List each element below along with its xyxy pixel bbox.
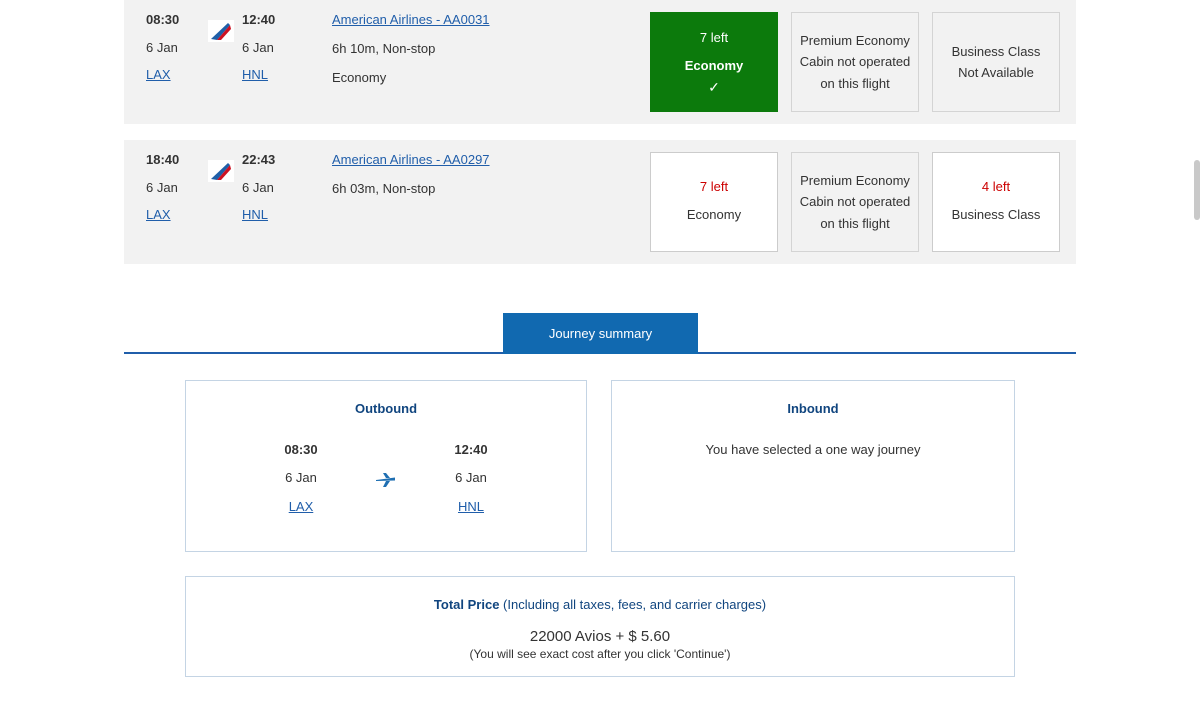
fare-option-economy[interactable]: [650, 152, 778, 252]
check-icon: ✓: [708, 79, 720, 96]
fare-seats-left: 7 left: [699, 178, 729, 194]
arrival-time: 12:40: [242, 12, 276, 27]
fare-cabin-name: Economy: [686, 206, 742, 222]
total-price-panel: [185, 576, 1015, 677]
outbound-arrival: [416, 442, 526, 514]
fare-seats-left: 4 left: [981, 178, 1011, 194]
fare-option-economy[interactable]: [650, 12, 778, 112]
fare-cabin-name: Economy: [684, 57, 744, 73]
total-price-label: Total Price: [433, 597, 500, 612]
outbound-departure-date: 6 Jan: [285, 470, 317, 485]
fare-seats-left: 7 left: [699, 29, 729, 45]
flight-row: [124, 140, 1076, 264]
outbound-arrival-date: 6 Jan: [455, 470, 487, 485]
flight-number-link[interactable]: American Airlines - AA0031: [332, 12, 490, 27]
flight-cabin: Economy: [332, 70, 387, 85]
plane-icon: [356, 442, 416, 488]
outbound-title: Outbound: [354, 401, 418, 416]
inbound-message: You have selected a one way journey: [705, 442, 921, 457]
inbound-panel: [611, 380, 1015, 552]
fare-line-1: Premium Economy: [800, 33, 910, 49]
outbound-arrival-airport-link[interactable]: HNL: [457, 499, 484, 514]
total-price-note: (You will see exact cost after you click 'Continue'): [469, 647, 731, 661]
flight-detail-column: [316, 152, 578, 210]
airline-logo-icon: [208, 160, 234, 182]
inbound-title: Inbound: [787, 401, 839, 416]
total-price-label-suffix: (Including all taxes, fees, and carrier charges): [499, 597, 767, 612]
outbound-departure-time: 08:30: [284, 442, 318, 457]
departure-column: [124, 152, 220, 222]
departure-time: 08:30: [146, 12, 180, 27]
fare-line-2: Cabin not operated: [799, 194, 911, 210]
arrival-column: [220, 152, 316, 222]
fare-options: [650, 12, 1076, 112]
fare-cabin-name: Business Class: [951, 206, 1041, 222]
airline-logo-icon: [208, 20, 234, 42]
departure-airport-link[interactable]: LAX: [146, 67, 171, 82]
outbound-leg: [186, 442, 586, 514]
flight-duration: 6h 10m, Non-stop: [332, 41, 436, 56]
departure-time: 18:40: [146, 152, 180, 167]
arrival-date: 6 Jan: [242, 180, 274, 195]
tab-journey-summary[interactable]: Journey summary: [503, 313, 698, 354]
flight-number-link[interactable]: American Airlines - AA0297: [332, 152, 490, 167]
flight-row: [124, 0, 1076, 124]
outbound-panel: [185, 380, 587, 552]
departure-date: 6 Jan: [146, 180, 178, 195]
fare-options: [650, 152, 1076, 252]
fare-line-1: Premium Economy: [800, 173, 910, 189]
outbound-arrival-time: 12:40: [454, 442, 488, 457]
fare-line-3: on this flight: [820, 75, 890, 91]
flight-duration: 6h 03m, Non-stop: [332, 181, 436, 196]
total-price-heading: [186, 597, 1014, 612]
departure-date: 6 Jan: [146, 40, 178, 55]
fare-line-1: Business Class: [951, 43, 1041, 59]
fare-option-premium-economy: [791, 12, 919, 112]
journey-summary-panels: [185, 380, 1015, 552]
flight-detail-column: [316, 12, 578, 85]
fare-option-premium-economy: [791, 152, 919, 252]
outbound-departure-airport-link[interactable]: LAX: [288, 499, 314, 514]
arrival-time: 22:43: [242, 152, 276, 167]
page-scrollbar[interactable]: [1194, 160, 1200, 220]
fare-line-2: Cabin not operated: [799, 54, 911, 70]
arrival-airport-link[interactable]: HNL: [242, 67, 269, 82]
fare-line-3: on this flight: [820, 215, 890, 231]
departure-airport-link[interactable]: LAX: [146, 207, 171, 222]
fare-option-business[interactable]: [932, 152, 1060, 252]
summary-tab-bar: [124, 313, 1076, 354]
departure-column: [124, 12, 220, 82]
fare-option-business: [932, 12, 1060, 112]
arrival-airport-link[interactable]: HNL: [242, 207, 269, 222]
arrival-column: [220, 12, 316, 82]
total-price-amount: 22000 Avios + $ 5.60: [529, 628, 671, 645]
fare-line-2: Not Available: [958, 65, 1034, 80]
arrival-date: 6 Jan: [242, 40, 274, 55]
outbound-departure: [246, 442, 356, 514]
